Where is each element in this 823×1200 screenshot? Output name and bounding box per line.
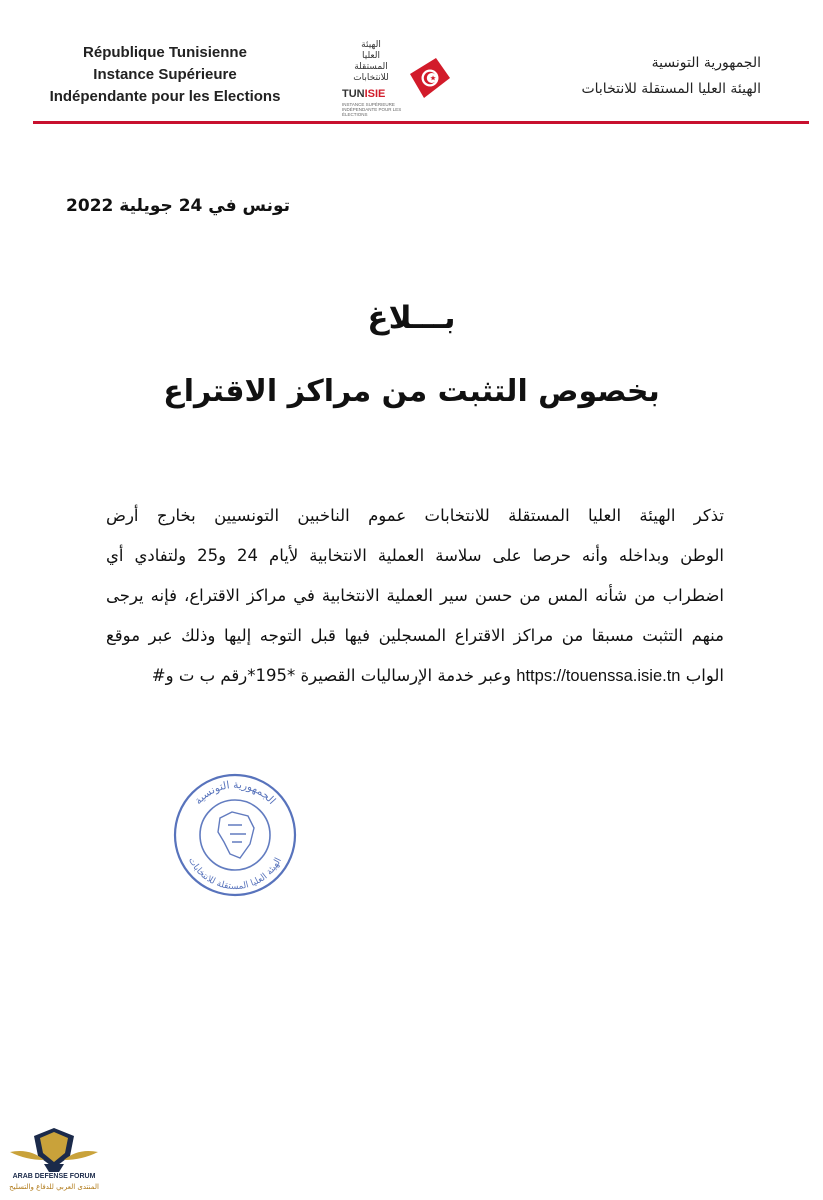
document-date: تونس في 24 جويلية 2022 <box>66 196 290 216</box>
header-ar-line2: الهيئة العليا المستقلة للانتخابات <box>581 81 761 97</box>
watermark-name: ARAB DEFENSE FORUM <box>12 1173 96 1180</box>
seal-emblem-icon <box>218 812 254 858</box>
header-fr-line1: République Tunisienne <box>83 44 247 61</box>
paragraph-line: اضطراب من شأنه المس من حسن سير العملية الانتخابية في مراكز الاقتراع، فإنه يرجى <box>106 586 724 605</box>
logo-arabic-text <box>342 40 400 84</box>
paragraph-line: تذكر الهيئة العليا المستقلة للانتخابات عموم الناخبين التونسيين بخارج أرض <box>106 506 724 525</box>
website-link[interactable]: https://touenssa.isie.tn <box>516 667 681 685</box>
paragraph-sms-text: وعبر خدمة الإرساليات القصيرة *195*رقم ب ت و# <box>151 666 512 685</box>
logo-wordmark <box>342 88 412 100</box>
official-seal <box>170 770 300 900</box>
svg-text:الهيئة العليا المستقلة للانتخا <box>186 856 284 892</box>
header-fr-line3: Indépendante pour les Elections <box>49 88 281 105</box>
isie-logo <box>342 40 460 116</box>
logo-tun: TUN <box>342 88 365 100</box>
logo-ar-line3: المستقلة <box>354 62 388 72</box>
header-fr-line2: Instance Supérieure <box>93 66 237 83</box>
announcement-paragraph <box>106 496 724 696</box>
logo-ar-line1: الهيئة <box>361 40 381 50</box>
logo-subtitle: INSTANCE SUPÉRIEURE INDÉPENDANTE POUR LES ÉLECTIONS <box>342 102 402 117</box>
tunisia-flag-icon <box>406 54 454 102</box>
seal-text-bottom: الهيئة العليا المستقلة للانتخابات <box>185 856 284 893</box>
header-french <box>40 42 290 108</box>
seal-text-top: الجمهورية التونسية <box>192 778 278 807</box>
document-subject: بخصوص التثبت من مراكز الاقتراع <box>163 374 660 409</box>
paragraph-line-last <box>106 656 724 696</box>
paragraph-line: الوطن وبداخله وأنه حرصا على سلاسة العملية الانتخابية لأيام 24 و25 ولتفادي أي <box>106 546 725 565</box>
logo-ar-line4: للانتخابات <box>353 73 389 83</box>
header-ar-line1: الجمهورية التونسية <box>651 55 761 71</box>
header-divider <box>33 121 809 124</box>
logo-ar-line2: العليا <box>361 51 381 61</box>
paragraph-line: منهم التثبت مسبقا من مراكز الاقتراع المسجلين فيها قبل التوجه إليها وذلك عبر موقع <box>106 626 724 645</box>
logo-isie: ISIE <box>364 88 386 100</box>
header-arabic <box>511 50 761 102</box>
paragraph-web-label: الواب <box>685 666 724 685</box>
document-title: بـــلاغ <box>367 300 456 336</box>
watermark-subtitle: المنتدى العربي للدفاع والتسليح <box>9 1183 99 1191</box>
